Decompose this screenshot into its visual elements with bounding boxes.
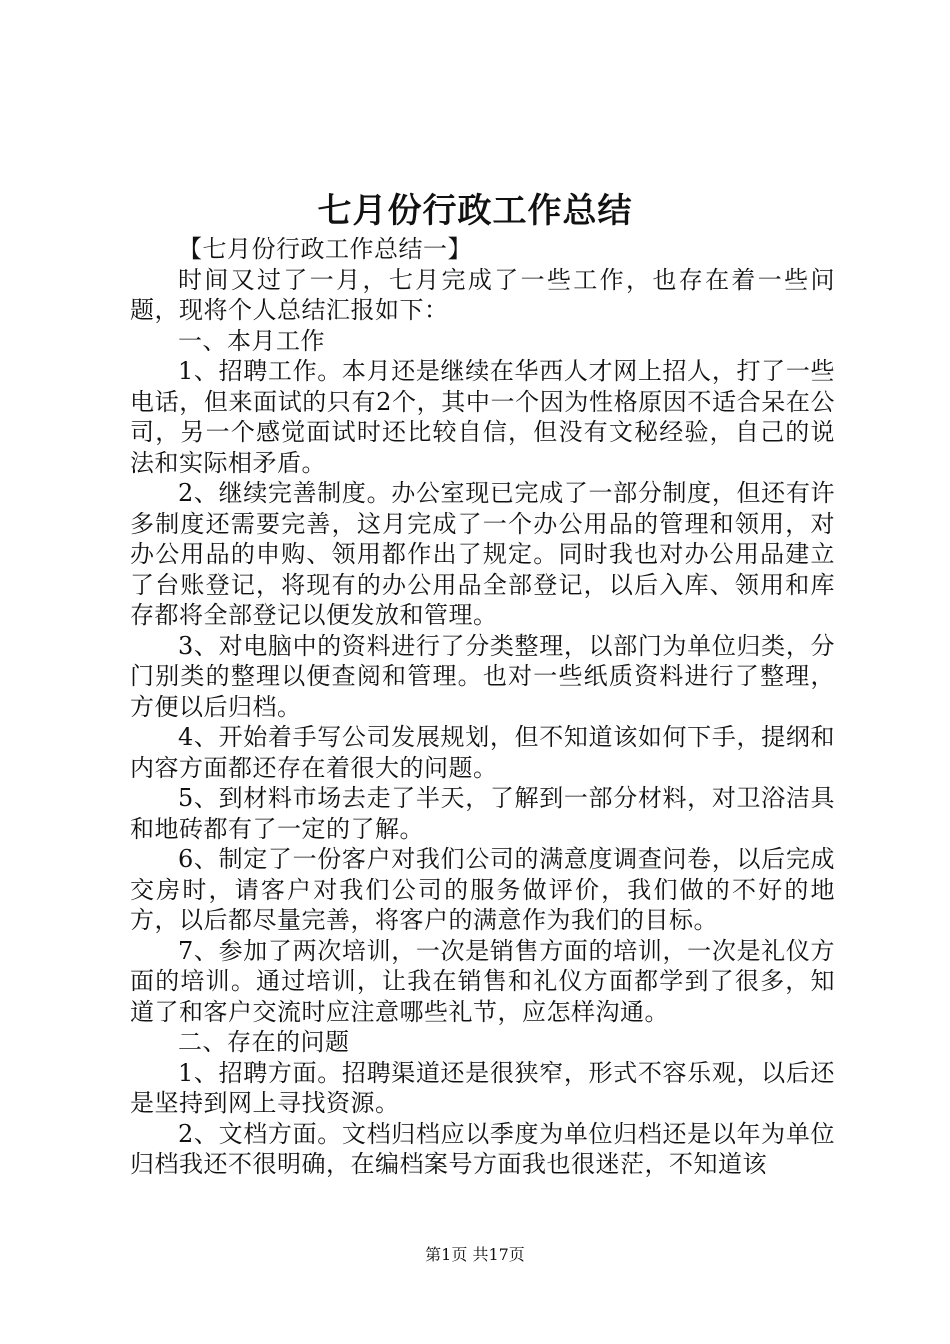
document-title: 七月份行政工作总结 [317,191,633,231]
paragraph: 2、继续完善制度。办公室现已完成了一部分制度，但还有许多制度还需要完善，这月完成了一个办公用品的管理和领用，对办公用品的申购、领用都作出了规定。同时我也对办公用品建立了台账登记，将现有的办公用品全部登记，以后入库、领用和库存都将全部登记以便发放和管理。 [130,479,835,629]
document-body [130,234,835,1180]
subsection-heading: 一、本月工作 [178,326,325,355]
paragraph: 7、参加了两次培训，一次是销售方面的培训，一次是礼仪方面的培训。通过培训，让我在销售和礼仪方面都学到了很多，知道了和客户交流时应注意哪些礼节，应怎样沟通。 [130,936,835,1026]
paragraph: 2、文档方面。文档归档应以季度为单位归档还是以年为单位归档我还不很明确，在编档案号方面我也很迷茫，不知道该 [130,1119,835,1178]
page-footer: 第1页 共17页 [425,1245,525,1264]
paragraph: 4、开始着手写公司发展规划，但不知道该如何下手，提纲和内容方面都还存在着很大的问题。 [130,723,835,782]
paragraph: 5、到材料市场去走了半天，了解到一部分材料，对卫浴洁具和地砖都有了一定的了解。 [130,784,835,843]
paragraph: 1、招聘工作。本月还是继续在华西人才网上招人，打了一些电话，但来面试的只有2个，其中一个因为性格原因不适合呆在公司，另一个感觉面试时还比较自信，但没有文秘经验，自己的说法和实际相矛盾。 [130,357,835,477]
section-heading: 【七月份行政工作总结一】 [178,235,472,263]
paragraph: 6、制定了一份客户对我们公司的满意度调查问卷，以后完成交房时，请客户对我们公司的服务做评价，我们做的不好的地方，以后都尽量完善，将客户的满意作为我们的目标。 [130,845,835,934]
paragraph: 1、招聘方面。招聘渠道还是很狭窄，形式不容乐观，以后还是坚持到网上寻找资源。 [130,1058,835,1117]
paragraph: 时间又过了一月，七月完成了一些工作，也存在着一些问题，现将个人总结汇报如下： [130,265,835,324]
paragraph: 3、对电脑中的资料进行了分类整理，以部门为单位归类，分门别类的整理以便查阅和管理。也对一些纸质资料进行了整理，方便以后归档。 [130,631,835,721]
subsection-heading: 二、存在的问题 [178,1028,350,1056]
